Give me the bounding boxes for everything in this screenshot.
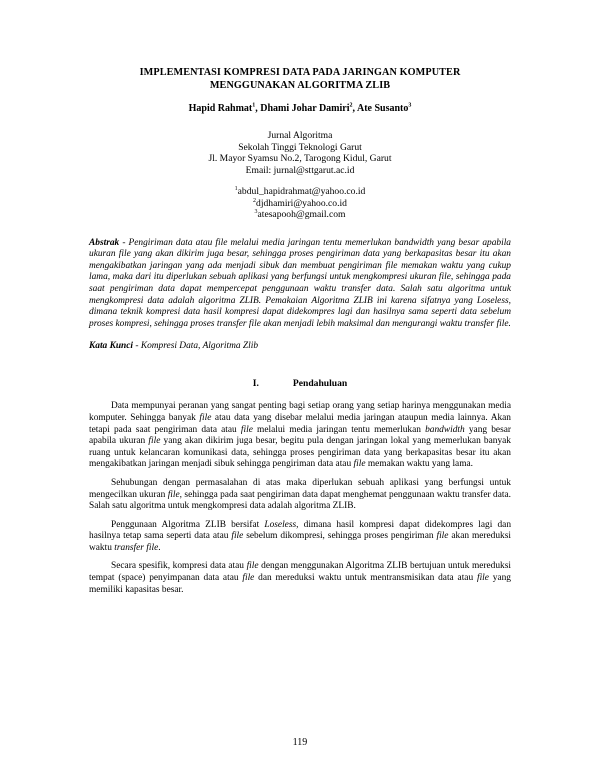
author: Ate Susanto$^3$ bbox=[356, 102, 412, 114]
page-number: 119 bbox=[292, 737, 308, 748]
abstract-label: Abstrak bbox=[89, 237, 120, 248]
journal-name: Jurnal Algoritma bbox=[267, 130, 333, 141]
author-email: $^2$djdhamiri@yahoo.co.id bbox=[253, 197, 347, 209]
section-heading bbox=[89, 378, 511, 389]
body-text bbox=[89, 401, 511, 596]
body-paragraph: Data mempunyai peranan yang sangat penting bagi setiap orang yang setiap harinya menggunakan media komputer. Sehingga banyak file atau data yang disebar melalui media jaringan ataupun media lainnya. Akan tetapi pada saat pengiriman data atau file melalui media jaringan tentu memerlukan bandwidth yang besar apabila ukuran file yang akan dikirim juga besar, begitu pula dengan jaringan lokal yang memerlukan banyak ruang untuk kelancaran komunikasi data, sehingga proses pengiriman data yang berkapasitas besar itu akan mengakibatkan jaringan menjadi sibuk sehingga pengiriman data atau file memakan waktu yang lama. bbox=[89, 401, 511, 470]
abstract-text: - Pengiriman data atau file melalui media jaringan tentu memerlukan bandwidth yang besar apabila ukuran file yang akan dikirim juga besar, sehingga proses pengiriman data yang berkapasitas besar itu akan mengakibatkan jaringan yang ada menjadi sibuk dan membuat pengiriman file memakan waktu yang cukup lama, maka dari itu diperlukan sebuah aplikasi yang berfungsi untuk mengkompresi ukuran file, sehingga pada saat pengiriman data dapat mempercepat penggunaan waktu transfer data. Salah satu algoritma untuk mengkompresi data adalah algoritma ZLIB. Pemakaian Algoritma ZLIB ini karena sifatnya yang Loseless, dimana teknik kompresi data hasil kompresi dapat didekompres lagi dan hasilnya sama seperti data sebelum proses kompresi, sehingga proses transfer file akan menjadi lebih maksimal dan mengurangi waktu transfer file. bbox=[89, 237, 511, 329]
affiliation bbox=[89, 130, 511, 176]
author: Hapid Rahmat$^1$, bbox=[188, 102, 261, 114]
body-paragraph: Sehubungan dengan permasalahan di atas maka diperlukan sebuah aplikasi yang berfungsi untuk mengecilkan ukuran file, sehingga pada saat pengiriman data dapat menghemat penggunaan waktu transfer data. Salah satu algoritma untuk mengkompresi data adalah algoritma ZLIB. bbox=[89, 477, 511, 512]
abstract bbox=[89, 238, 511, 331]
paper-page bbox=[89, 66, 511, 596]
author-email: $^1$abdul_hapidrahmat@yahoo.co.id bbox=[234, 186, 366, 198]
author-email: $^3$atesapooh@gmail.com bbox=[254, 209, 346, 221]
section-title: Pendahuluan bbox=[292, 378, 348, 390]
body-paragraph: Secara spesifik, kompresi data atau file dengan menggunakan Algoritma ZLIB bertujuan untuk mereduksi tempat (space) penyimpanan data atau file dan mereduksi waktu untuk mentransmisikan data atau file yang memiliki kapasitas besar. bbox=[89, 561, 511, 595]
author-emails bbox=[89, 186, 511, 220]
keywords-label: Kata Kunci bbox=[89, 341, 134, 352]
title-line-2: MENGGUNAKAN ALGORITMA ZLIB bbox=[209, 80, 391, 91]
title-line-1: IMPLEMENTASI KOMPRESI DATA PADA JARINGAN KOMPUTER bbox=[139, 67, 461, 78]
address: Jl. Mayor Syamsu No.2, Tarogong Kidul, Garut bbox=[208, 153, 392, 165]
body-paragraph: Penggunaan Algoritma ZLIB bersifat Loseless, dimana hasil kompresi dapat didekompres lagi dan hasilnya tetap sama seperti data atau file sebelum dikompresi, sehingga proses pengiriman file akan mereduksi waktu transfer file. bbox=[89, 519, 512, 553]
author: Dhami Johar Damiri$^2$, bbox=[260, 102, 357, 114]
section-number: I. bbox=[252, 378, 259, 390]
paper-title bbox=[89, 66, 511, 92]
keywords bbox=[89, 340, 511, 352]
keywords-text: - Kompresi Data, Algoritma Zlib bbox=[133, 341, 259, 352]
institution: Sekolah Tinggi Teknologi Garut bbox=[238, 141, 362, 153]
author-list bbox=[89, 102, 511, 115]
contact-email: Email: jurnal@sttgarut.ac.id bbox=[245, 164, 355, 176]
